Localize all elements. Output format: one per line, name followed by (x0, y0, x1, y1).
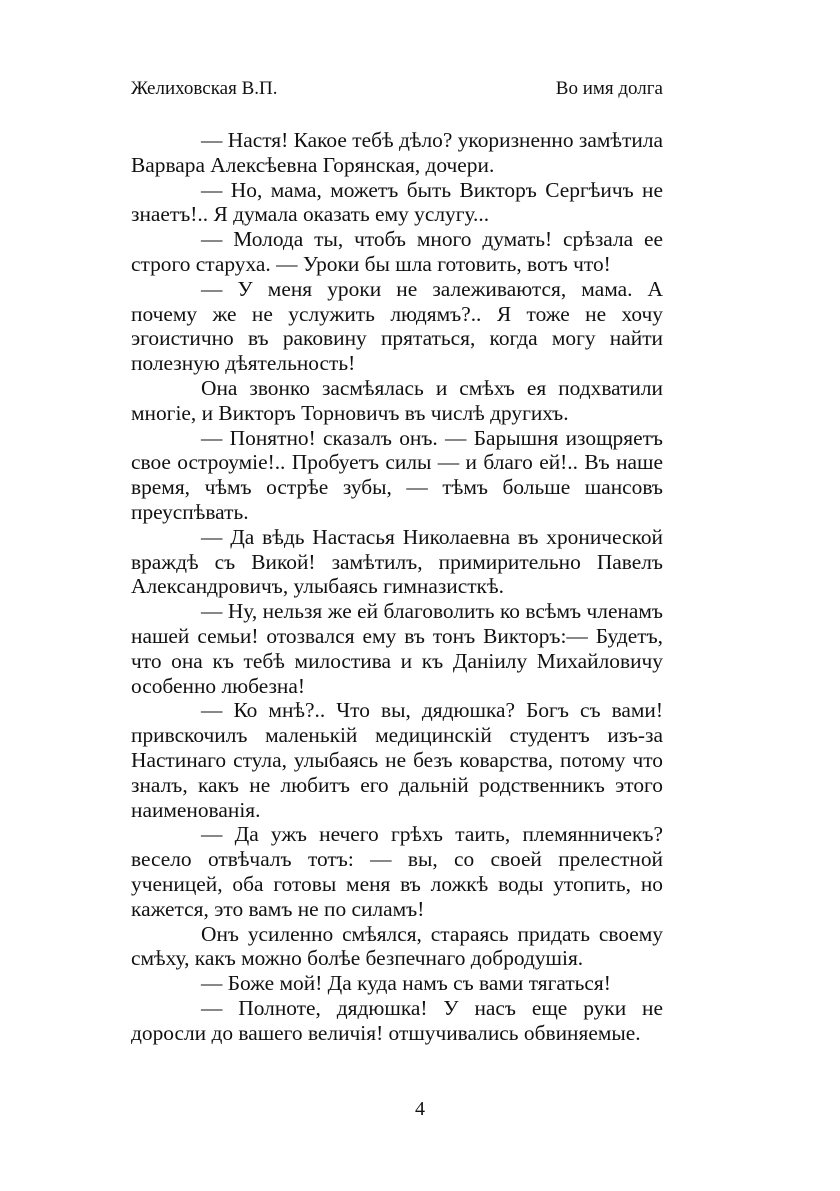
paragraph: — Ну, нельзя же ей благоволить ко всѣмъ членамъ нашей семьи! отозвался ему въ тонъ Викторъ:— Будетъ, что она къ тебѣ милостива и къ Даніилу Михайловичу особенно любезна! (131, 599, 663, 698)
paragraph: — Полноте, дядюшка! У насъ еще руки не доросли до вашего величія! отшучивались обвиняемые. (131, 995, 663, 1045)
paragraph: — Но, мама, можетъ быть Викторъ Сергѣичъ не знаетъ!.. Я думала оказать ему услугу... (131, 177, 663, 227)
paragraph: — Настя! Какое тебѣ дѣло? укоризненно замѣтила Варвара Алексѣевна Горянская, дочери. (131, 128, 663, 177)
paragraph: — Понятно! сказалъ онъ. — Барышня изощряетъ свое остроуміе!.. Пробуетъ силы — и благо ей!.. Въ наше время, чѣмъ острѣе зубы, — тѣмъ больше шансовъ преуспѣвать. (131, 425, 663, 524)
paragraph: Онъ усиленно смѣялся, стараясь придать своему смѣху, какъ можно болѣе безпечнаго добродушія. (131, 921, 663, 971)
paragraph: — У меня уроки не залеживаются, мама. А почему же не услужить людямъ?.. Я тоже не хочу эгоистично въ раковину прятаться, когда могу найти полезную дѣятельность! (131, 276, 663, 376)
body-text (131, 128, 663, 1045)
paragraph: — Да вѣдь Настасья Николаевна въ хронической враждѣ съ Викой! замѣтилъ, примирительно Павелъ Александровичъ, улыбаясь гимназисткѣ. (131, 524, 663, 599)
header-author: Желиховская В.П. (131, 78, 278, 99)
paragraph: — Ко мнѣ?.. Что вы, дядюшка? Богъ съ вами! привскочилъ маленькій медицинскій студентъ изъ-за Настинаго стула, улыбаясь не безъ коварства, потому что зналъ, какъ не любитъ его дальній родственникъ этого наименованія. (131, 698, 663, 822)
header-title: Во имя долга (555, 78, 663, 99)
paragraph: — Да ужъ нечего грѣхъ таить, племянничекъ? весело отвѣчалъ тотъ: — вы, со своей прелестной ученицей, оба готовы меня въ ложкѣ воды утопить, но кажется, это вамъ не по силамъ! (131, 822, 663, 921)
paragraph: — Молода ты, чтобъ много думать! срѣзала ее строго старуха. — Уроки бы шла готовить, вотъ что! (131, 227, 663, 276)
page-number: 4 (415, 1098, 425, 1120)
paragraph: — Боже мой! Да куда намъ съ вами тягаться! (201, 971, 611, 996)
paragraph: Она звонко засмѣялась и смѣхъ ея подхватили многіе, и Викторъ Торновичъ въ числѣ другихъ. (131, 375, 663, 425)
running-header (131, 76, 663, 102)
